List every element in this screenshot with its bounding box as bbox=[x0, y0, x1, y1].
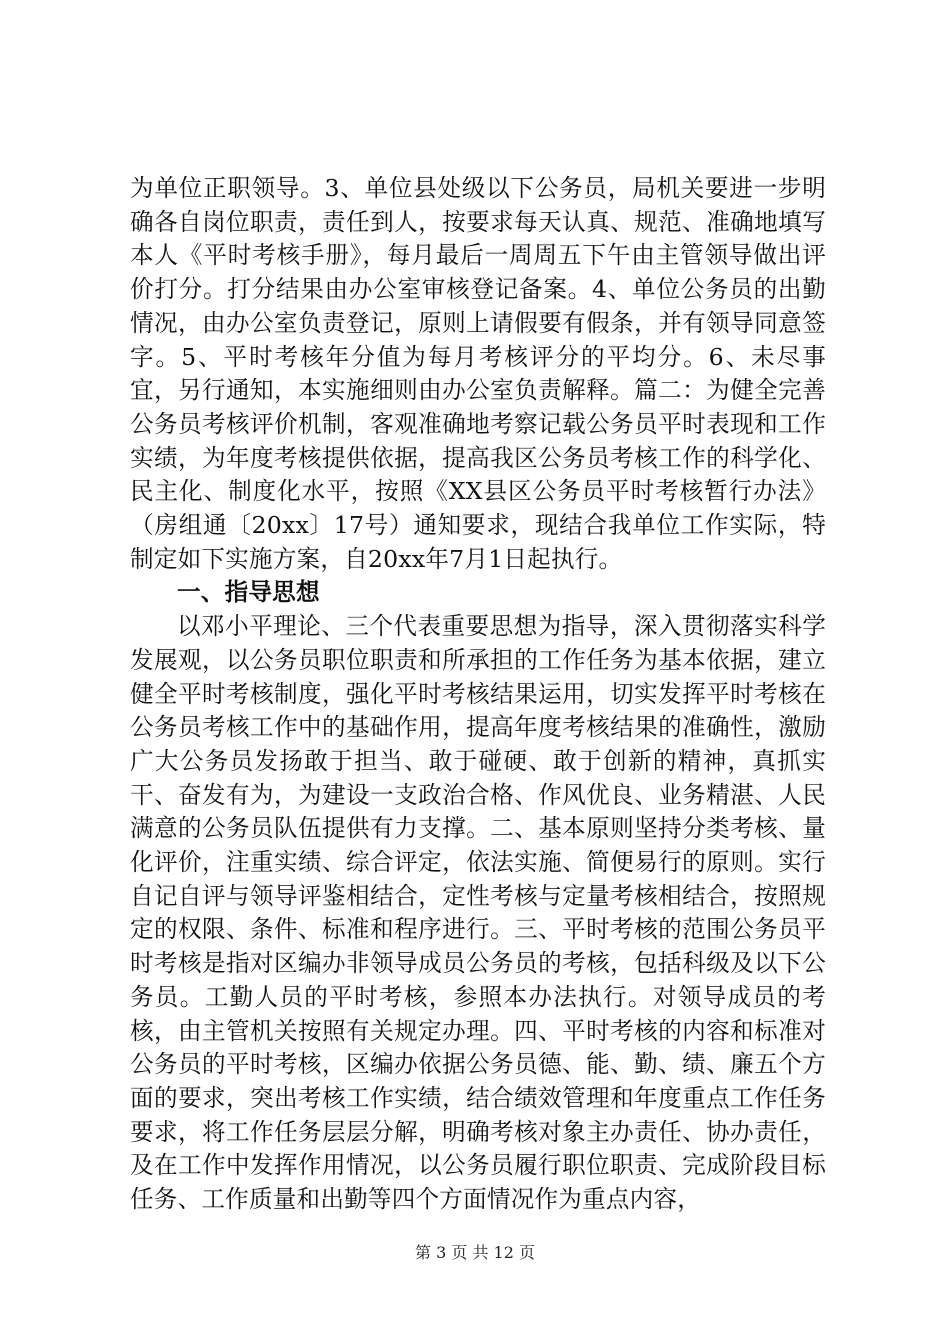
page-footer: 第 3 页 共 12 页 bbox=[415, 1243, 535, 1262]
section-heading-guiding-ideology: 一、指导思想 bbox=[177, 578, 320, 607]
document-body bbox=[130, 172, 826, 1217]
paragraph-continuation: 为单位正职领导。3、单位县处级以下公务员，局机关要进一步明确各自岗位职责，责任到人，按要求每天认真、规范、准确地填写本人《平时考核手册》，每月最后一周周五下午由主管领导做出评价打分。打分结果由办公室审核登记备案。4、单位公务员的出勤情况，由办公室负责登记，原则上请假要有假条，并有领导同意签字。5、平时考核年分值为每月考核评分的平均分。6、未尽事宜，另行通知，本实施细则由办公室负责解释。篇二：为健全完善公务员考核评价机制，客观准确地考察记载公务员平时表现和工作实绩，为年度考核提供依据，提高我区公务员考核工作的科学化、民主化、制度化水平，按照《XX县区公务员平时考核暂行办法》（房组通〔20xx〕17号）通知要求，现结合我单位工作实际，特制定如下实施方案，自20xx年7月1日起执行。 bbox=[130, 174, 826, 573]
paragraph-guiding-ideology: 以邓小平理论、三个代表重要思想为指导，深入贯彻落实科学发展观，以公务员职位职责和所承担的工作任务为基本依据，建立健全平时考核制度，强化平时考核结果运用，切实发挥平时考核在公务员考核工作中的基础作用，提高年度考核结果的准确性，激励广大公务员发扬敢于担当、敢于碰硬、敢于创新的精神，真抓实干、奋发有为，为建设一支政治合格、作风优良、业务精湛、人民满意的公务员队伍提供有力支撑。二、基本原则坚持分类考核、量化评价，注重实绩、综合评定，依法实施、简便易行的原则。实行自记自评与领导评鉴相结合，定性考核与定量考核相结合，按照规定的权限、条件、标准和程序进行。三、平时考核的范围公务员平时考核是指对区编办非领导成员公务员的考核，包括科级及以下公务员。工勤人员的平时考核，参照本办法执行。对领导成员的考核，由主管机关按照有关规定办理。四、平时考核的内容和标准对公务员的平时考核，区编办依据公务员德、能、勤、绩、廉五个方面的要求，突出考核工作实绩，结合绩效管理和年度重点工作任务要求，将工作任务层层分解，明确考核对象主办责任、协办责任，及在工作中发挥作用情况，以公务员履行职位职责、完成阶段目标任务、工作质量和出勤等四个方面情况作为重点内容， bbox=[130, 612, 826, 1214]
